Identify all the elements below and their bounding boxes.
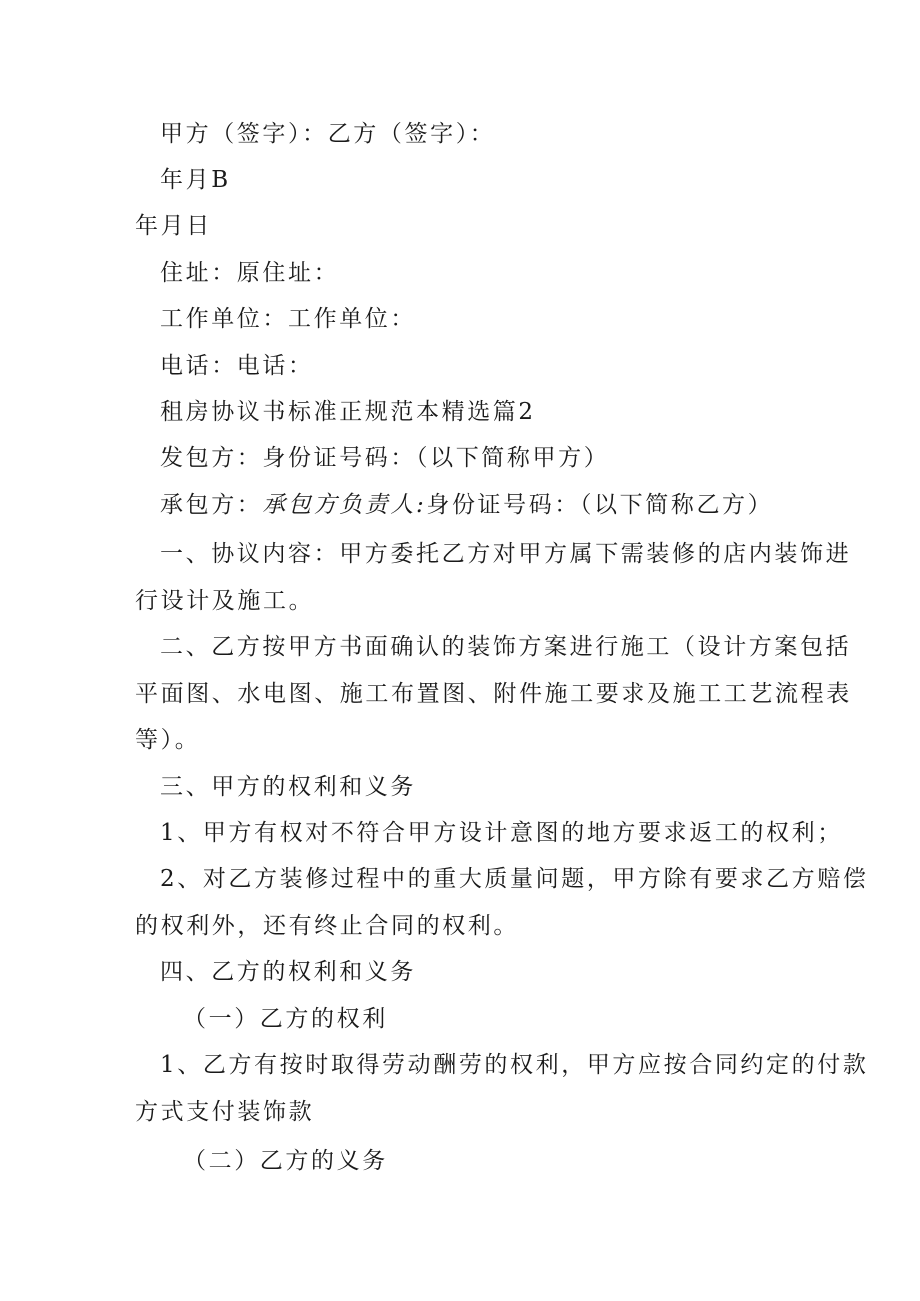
- contractor-suffix: 身份证号码：（以下简称乙方）: [426, 492, 774, 518]
- clause-3-item-1: 1、甲方有权对不符合甲方设计意图的地方要求返工的权利；: [160, 820, 843, 846]
- date-line-1: 年月B: [160, 167, 231, 193]
- clause-4-item-1: 1、乙方有按时取得劳动酬劳的权利，甲方应按合同约定的付款: [160, 1052, 869, 1078]
- contractor-party-line: [160, 491, 773, 519]
- clause-1-text: 一、协议内容：甲方委托乙方对甲方属下需装修的店内装饰进: [160, 541, 852, 567]
- signature-line: 甲方（签字）：乙方（签字）：: [160, 121, 496, 147]
- address-line: 住址：原住址：: [160, 260, 340, 286]
- date-line-2: 年月日: [135, 213, 212, 239]
- clause-4-subheading-1: （一）乙方的权利: [183, 1006, 388, 1032]
- clause-2-text-end: 等）。: [135, 727, 201, 753]
- clause-1-text-cont: 行设计及施工。: [135, 588, 315, 614]
- section-heading: 租房协议书标准正规范本精选篇2: [160, 399, 536, 425]
- clause-2-text: 二、乙方按甲方书面确认的装饰方案进行施工（设计方案包括: [160, 634, 852, 660]
- clause-4-heading: 四、乙方的权利和义务: [160, 959, 416, 985]
- employer-line: 工作单位：工作单位：: [160, 306, 416, 332]
- contractor-prefix: 承包方：: [160, 492, 263, 518]
- clause-3-heading: 三、甲方的权利和义务: [160, 774, 416, 800]
- employer-party-line: 发包方：身份证号码：（以下简称甲方）: [160, 445, 610, 471]
- clause-2-text-cont: 平面图、水电图、施工布置图、附件施工要求及施工工艺流程表: [135, 681, 852, 707]
- clause-3-item-2: 2、对乙方装修过程中的重大质量问题，甲方除有要求乙方赔偿: [160, 866, 869, 892]
- contractor-responsible-label: 承包方负责人:: [262, 492, 427, 518]
- clause-4-subheading-2: （二）乙方的义务: [183, 1148, 388, 1174]
- clause-3-item-2-cont: 的权利外，还有终止合同的权利。: [135, 913, 519, 939]
- phone-line: 电话：电话：: [160, 353, 314, 379]
- clause-4-item-1-cont: 方式支付装饰款: [135, 1099, 315, 1125]
